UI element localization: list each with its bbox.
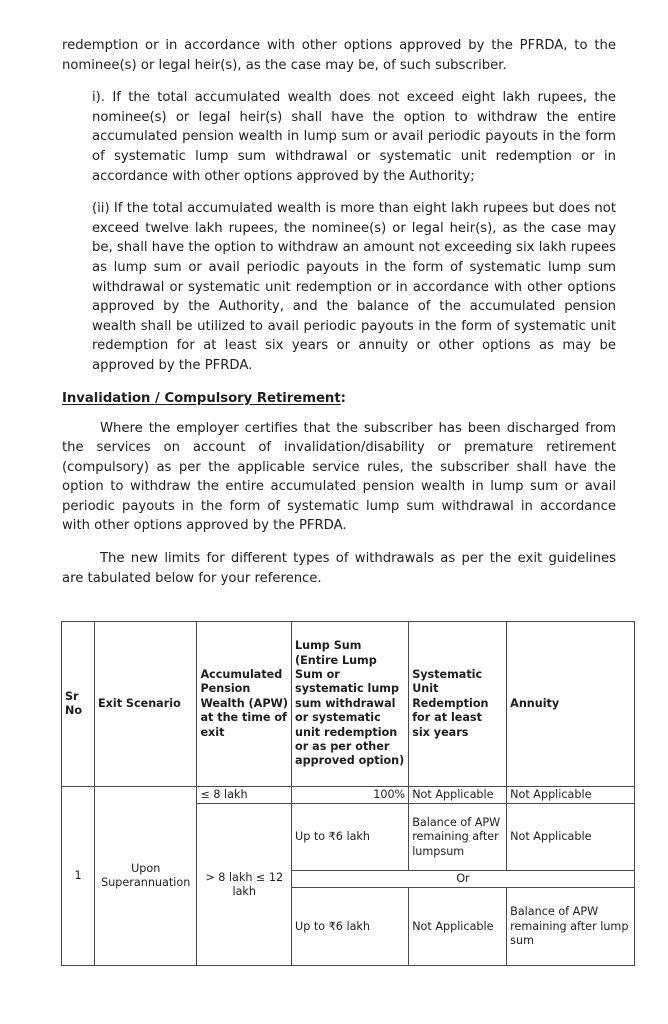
- cell-lump-sum: Up to ₹6 lakh: [292, 804, 409, 871]
- table-header-row: [62, 622, 635, 787]
- table-row: [62, 787, 635, 804]
- table-intro-paragraph: The new limits for different types of withdrawals as per the exit guidelines are tabulated below for your reference.: [62, 551, 616, 586]
- cell-systematic-unit-redemption: Not Applicable: [409, 787, 507, 804]
- cell-annuity: Not Applicable: [507, 804, 635, 871]
- withdrawal-limits-table: [61, 621, 635, 966]
- clause-ii: (ii) If the total accumulated wealth is more than eight lakh rupees but does not exceed twelve lakh rupees, the nominee(s) or legal heir(s), as the case may be, shall have the option to withdraw an amount not exceeding six lakh rupees as lump sum or avail periodic payouts in the form of systematic lump sum withdrawal or systematic unit redemption or in accordance with other options approved by the Authority, and the balance of the accumulated pension wealth shall be utilized to avail periodic payouts in the form of systematic unit redemption for at least six years or annuity or other options as may be approved by the PFRDA.: [92, 201, 616, 373]
- intro-paragraph: redemption or in accordance with other options approved by the PFRDA, to the nominee(s) or legal heir(s), as the case may be, of such subscriber.: [62, 38, 616, 73]
- cell-lump-sum: 100%: [292, 787, 409, 804]
- document-page: [62, 36, 616, 588]
- cell-systematic-unit-redemption: Not Applicable: [409, 888, 507, 966]
- section-paragraph: Where the employer certifies that the subscriber has been discharged from the services on account of invalidation/disability or premature retirement (compulsory) as per the applicable service rules, the subscriber shall have the option to withdraw the entire accumulated pension wealth in lump sum or avail periodic payouts in the form of systematic lump sum withdrawal in accordance with other options approved by the PFRDA.: [62, 420, 616, 534]
- cell-sr-no: 1: [62, 787, 95, 966]
- header-apw: Accumulated Pension Wealth (APW) at the time of exit: [197, 622, 292, 787]
- clause-i: i). If the total accumulated wealth does not exceed eight lakh rupees, the nominee(s) or legal heir(s) shall have the option to withdraw the entire accumulated pension wealth in lump sum or avail periodic payouts in the form of systematic lump sum withdrawal or systematic unit redemption or in accordance with other options approved by the Authority;: [92, 90, 616, 184]
- or-separator: Or: [292, 871, 635, 888]
- cell-apw: ≤ 8 lakh: [197, 787, 292, 804]
- cell-exit-scenario: Upon Superannuation: [95, 787, 197, 966]
- header-lump-sum: Lump Sum (Entire Lump Sum or systematic lump sum withdrawal or systematic unit redemption or as per other approved option): [292, 622, 409, 787]
- header-annuity: Annuity: [507, 622, 635, 787]
- header-sr-no: Sr No: [62, 622, 95, 787]
- section-heading-text: Invalidation / Compulsory Retirement: [62, 390, 341, 406]
- cell-systematic-unit-redemption: Balance of APW remaining after lumpsum: [409, 804, 507, 871]
- header-systematic-unit-redemption: Systematic Unit Redemption for at least six years: [409, 622, 507, 787]
- section-heading-colon: :: [340, 390, 346, 406]
- cell-apw: > 8 lakh ≤ 12 lakh: [197, 804, 292, 966]
- cell-annuity: Not Applicable: [507, 787, 635, 804]
- header-exit-scenario: Exit Scenario: [95, 622, 197, 787]
- section-heading: [62, 389, 616, 409]
- cell-lump-sum: Up to ₹6 lakh: [292, 888, 409, 966]
- cell-annuity: Balance of APW remaining after lump sum: [507, 888, 635, 966]
